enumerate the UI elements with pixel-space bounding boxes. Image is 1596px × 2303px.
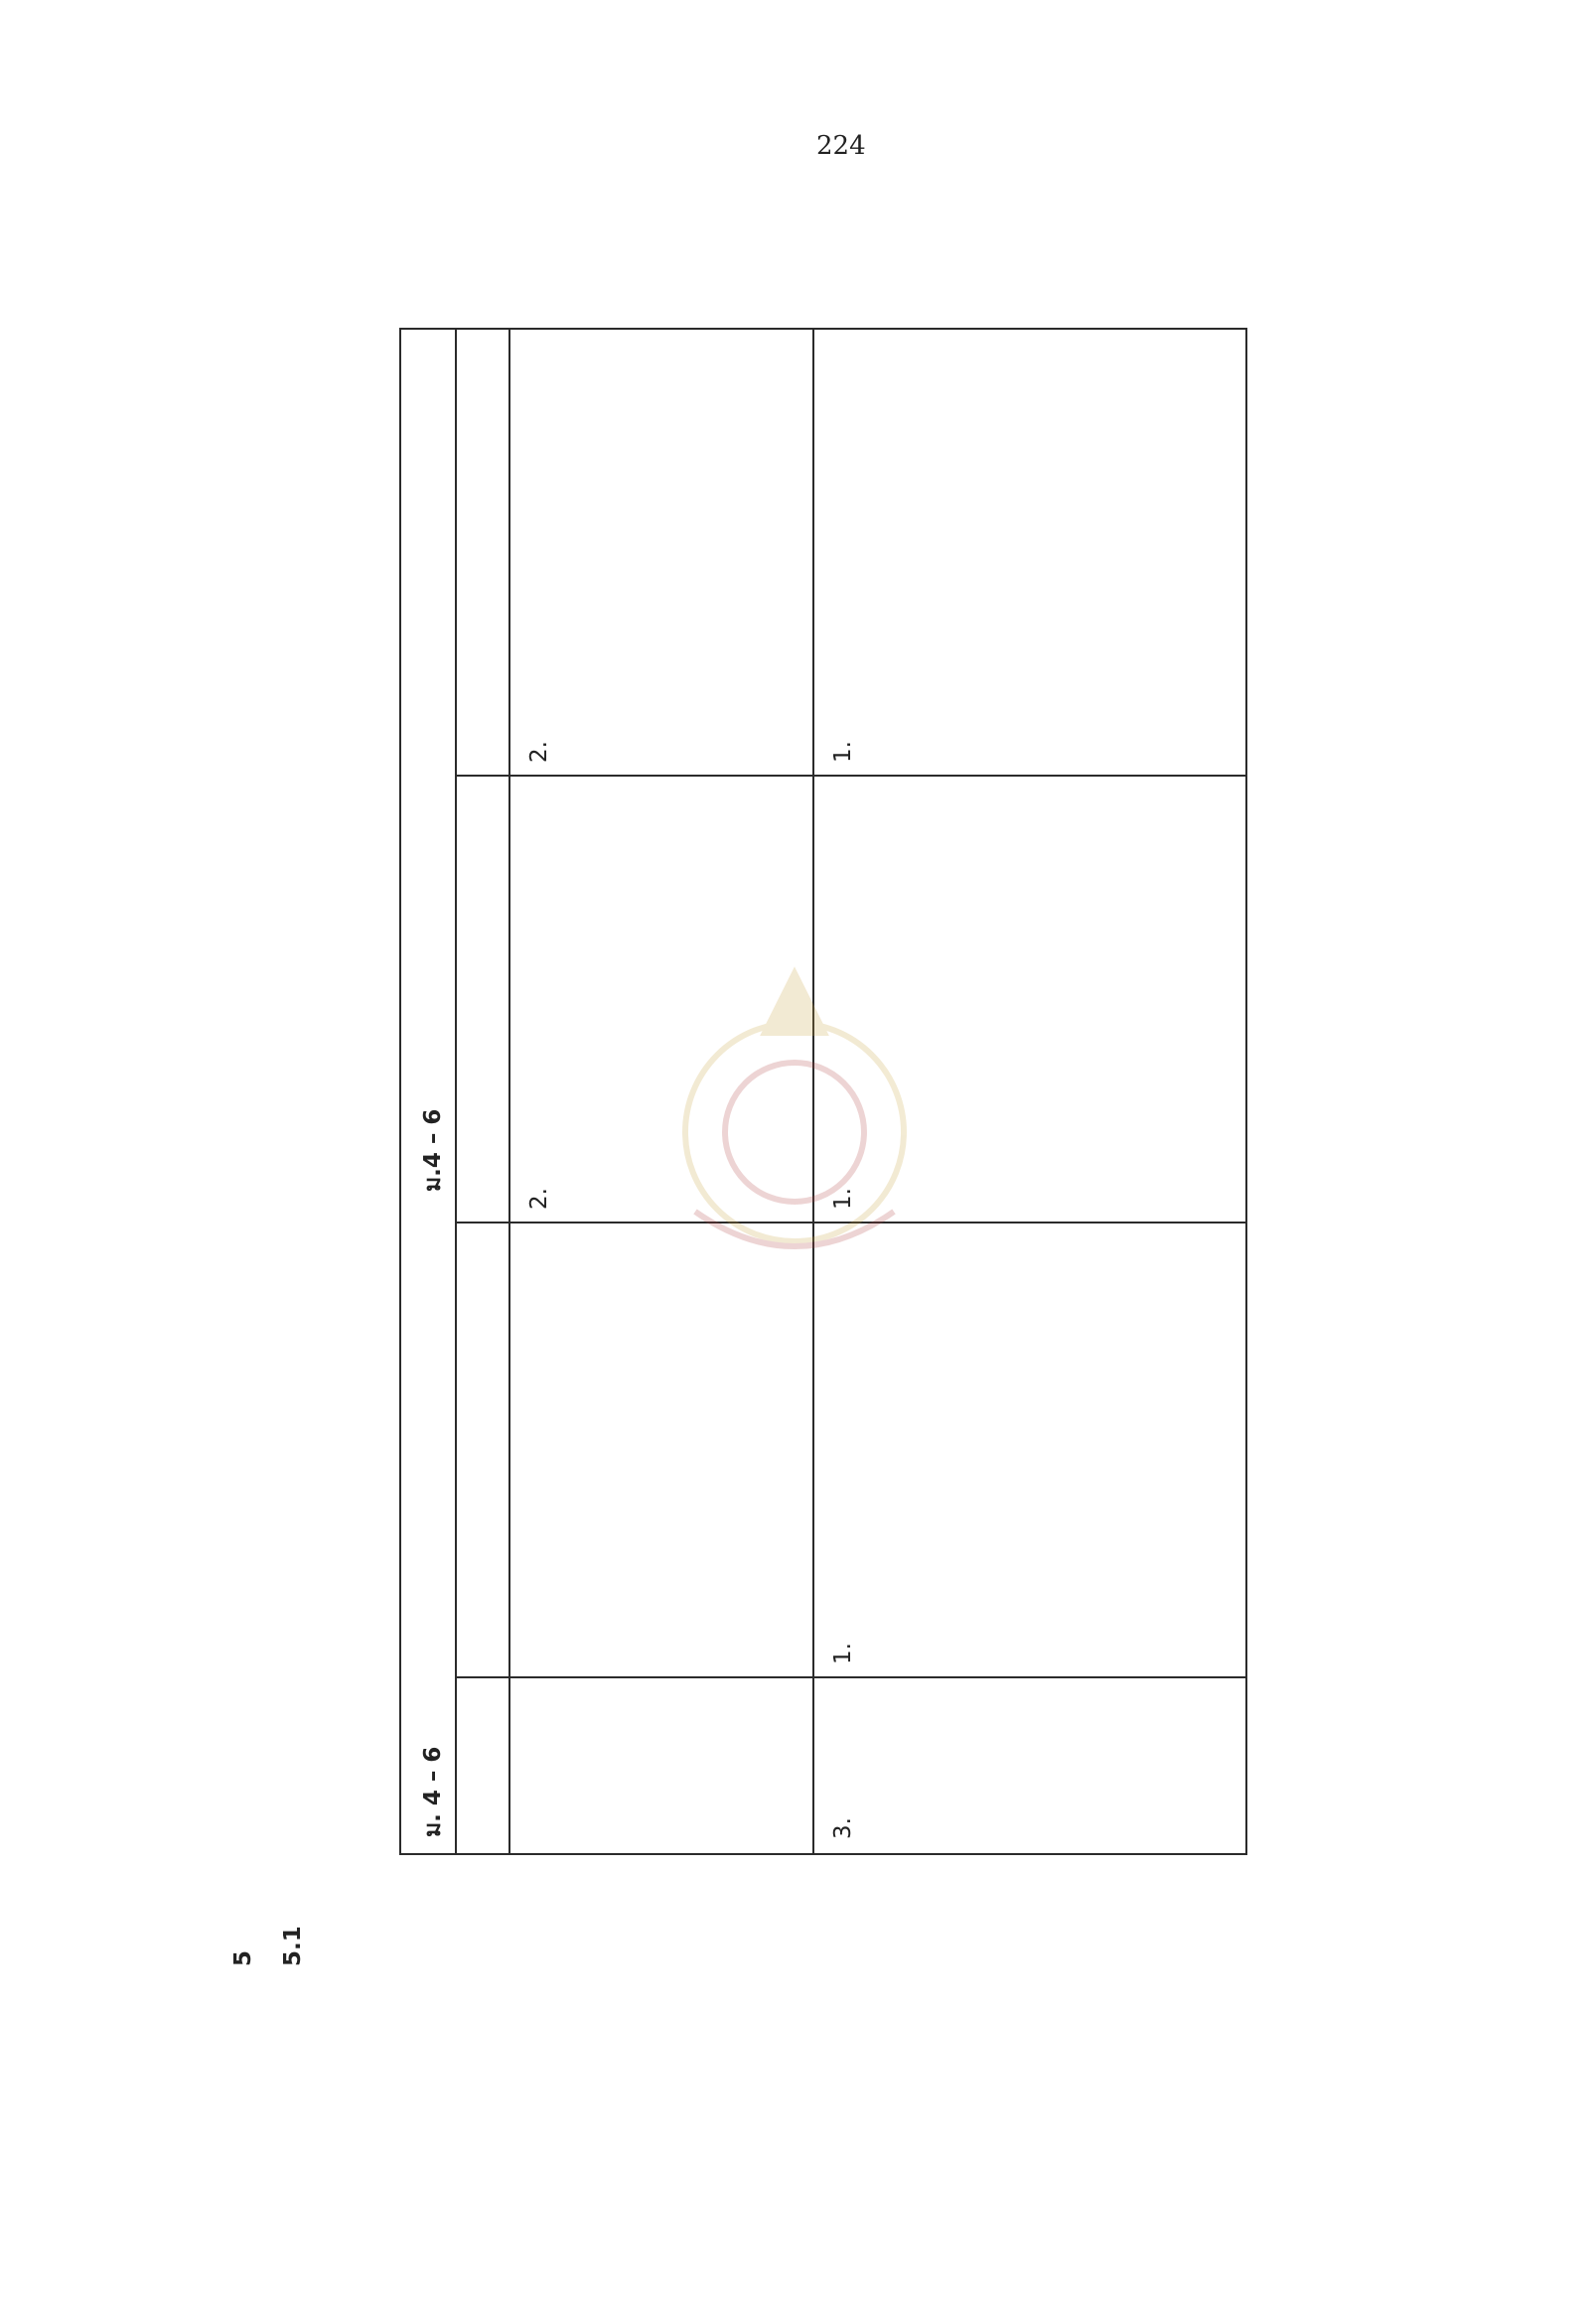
page-number: 224 <box>816 131 866 161</box>
group-header-left <box>415 1747 451 1837</box>
header-divider-1 <box>455 328 457 1855</box>
table-border-right <box>1245 328 1247 1855</box>
row2-col1-number: 3. <box>830 1817 856 1839</box>
group-header-right-grade: ม.4 – 6 <box>420 1108 446 1192</box>
row1-col4-number: 2. <box>526 741 552 763</box>
group-header-right <box>415 1109 451 1192</box>
strand-number: 5 <box>230 1949 256 1966</box>
row2-col4-text <box>830 328 1228 725</box>
standard-heading <box>280 0 306 1966</box>
row1-col4-text <box>526 328 814 725</box>
standard-code: 5.1 <box>280 1926 306 1966</box>
row1-col3-number: 2. <box>526 1188 552 1210</box>
strand-heading <box>230 0 256 1966</box>
row2-col2-text <box>830 1231 949 1629</box>
seal-watermark <box>655 953 934 1271</box>
table-border-left <box>399 328 401 1855</box>
row2-col3-number: 1. <box>830 1188 856 1210</box>
header-divider-2 <box>508 328 510 1855</box>
row2-col2-number: 1. <box>830 1643 856 1664</box>
row2-col1-text <box>830 1684 949 1803</box>
group-header-left-grade: ม. 4 – 6 <box>420 1746 446 1837</box>
table-border-bottom <box>399 1853 1247 1855</box>
col-divider-left <box>455 1676 1247 1678</box>
row2-col4-number: 1. <box>830 741 856 763</box>
